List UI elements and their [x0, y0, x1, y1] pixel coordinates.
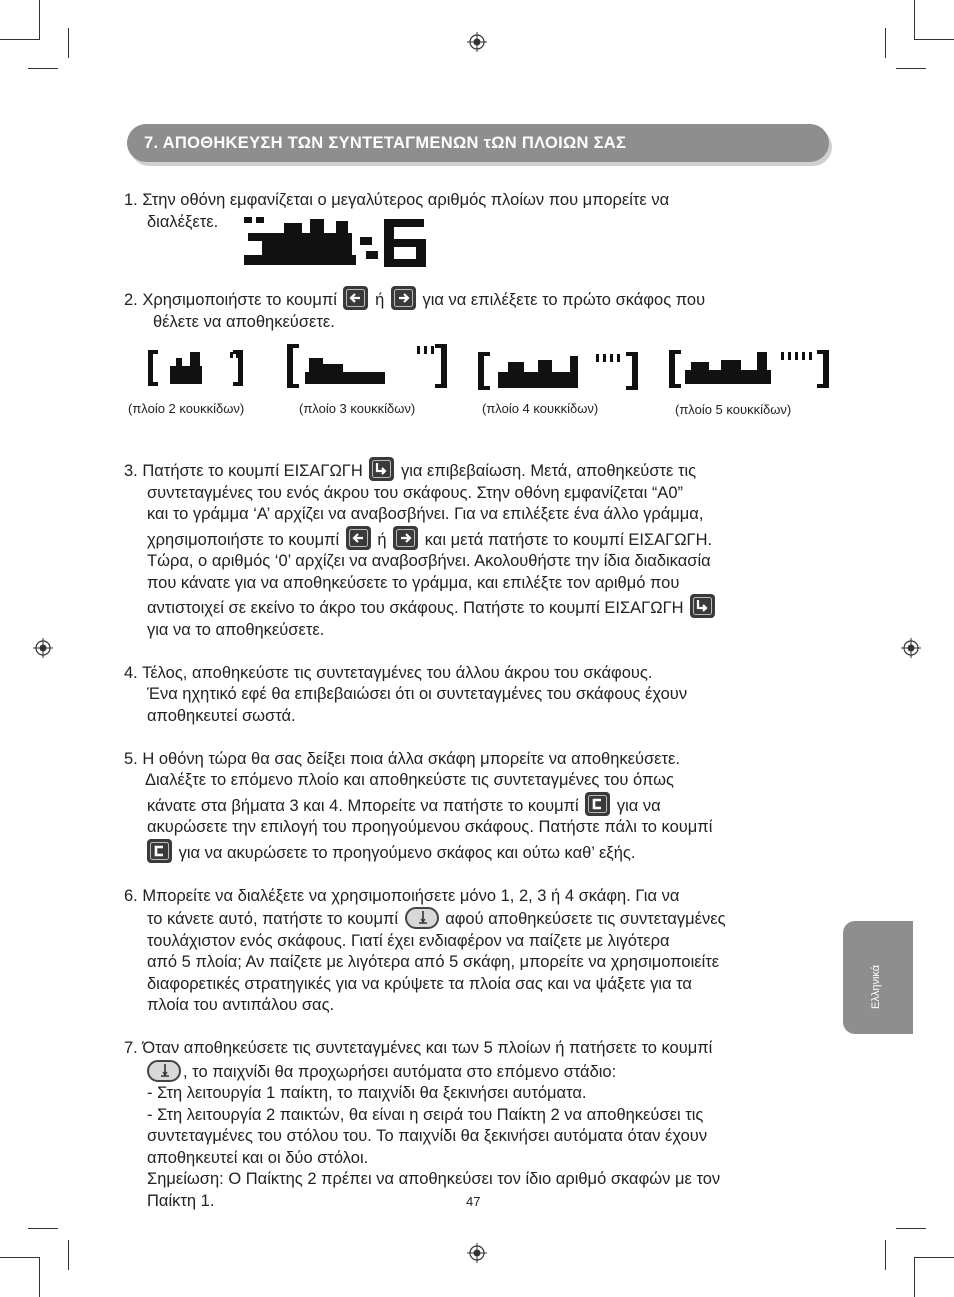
- ship-3-caption: (πλοίο 3 κουκκίδων): [299, 401, 416, 416]
- crop-mark: [914, 1257, 954, 1258]
- crop-mark: [896, 68, 926, 69]
- step-3-text: για επιβεβαίωση. Μετά, αποθηκεύστε τις: [400, 462, 697, 480]
- step-3-line: που κάνατε για να αποθηκεύσετε το γράμμα, και επιλέξτε τον αριθμό που: [147, 573, 680, 592]
- step-1: [124, 190, 834, 233]
- step-3-line: και το γράμμα ‘A’ αρχίζει να αναβοσβήνει. Για να επιλέξετε ένα άλλο γράμμα,: [147, 505, 704, 523]
- step-5-text: για να ακυρώσετε το προηγούμενο σκάφος και ούτω καθ’ εξής.: [178, 843, 636, 862]
- enter-button-icon: [690, 594, 715, 618]
- step-7-text: , το παιχνίδι θα προχωρήσει αυτόματα στο επόμενο στάδιο:: [183, 1062, 617, 1081]
- step-6-line: 6. Μπορείτε να διαλέξετε να χρησιμοποιήσετε μόνο 1, 2, 3 ή 4 σκάφη. Για να: [124, 886, 680, 905]
- crop-mark: [0, 39, 40, 40]
- crop-mark: [914, 1257, 915, 1297]
- step-1-line: 1. Στην οθόνη εμφανίζεται ο μεγαλύτερος αριθμός πλοίων που μπορείτε να: [124, 191, 670, 209]
- step-4-line: αποθηκευτεί σωστά.: [147, 706, 296, 725]
- crop-mark: [68, 1240, 69, 1270]
- step-7-line: συντεταγμένες του στόλου του. Το παιχνίδι θα ξεκινήσει αυτόματα όταν έχουν: [147, 1127, 708, 1145]
- ship-5-caption: (πλοίο 5 κουκκίδων): [675, 402, 792, 417]
- step-4-line: Ένα ηχητικό εφέ θα επιβεβαιώσει ότι οι συντεταγμένες του σκάφους έχουν: [147, 685, 688, 703]
- step-6-line: από 5 πλοία; Αν παίζετε με λιγότερα από 5 σκάφη, μπορείτε να χρησιμοποιείτε: [147, 953, 720, 971]
- right-arrow-button-icon: [393, 526, 418, 550]
- step-4: [124, 663, 834, 728]
- crop-mark: [914, 39, 954, 40]
- fire-button-icon: [147, 1060, 181, 1082]
- step-3-text: χρησιμοποιήστε το κουμπί: [147, 530, 340, 549]
- step-5-line: 5. Η οθόνη τώρα θα σας δείξει ποια άλλα σκάφη μπορείτε να αποθηκεύσετε.: [124, 749, 680, 768]
- instructions: [124, 190, 834, 1212]
- registration-mark-icon: [901, 638, 921, 658]
- cancel-button-icon: [147, 839, 172, 863]
- fire-button-icon: [405, 907, 439, 929]
- step-3: [124, 457, 834, 641]
- step-4-line: 4. Τέλος, αποθηκεύστε τις συντεταγμένες του άλλου άκρου του σκάφους.: [124, 663, 653, 682]
- crop-mark: [39, 1257, 40, 1297]
- registration-mark-icon: [467, 1243, 487, 1263]
- language-label: Ελληνικά: [870, 964, 882, 1009]
- ship-2-caption: (πλοίο 2 κουκκίδων): [128, 401, 245, 416]
- step-7-line: Παίκτη 1.: [147, 1191, 215, 1210]
- step-1-line: διαλέξετε.: [147, 212, 219, 231]
- right-arrow-button-icon: [391, 286, 416, 310]
- crop-mark: [896, 1228, 926, 1229]
- registration-mark-icon: [33, 638, 53, 658]
- step-3-text: αντιστοιχεί σε εκείνο το άκρο του σκάφους. Πατήστε το κουμπί ΕΙΣΑΓΩΓΗ: [147, 599, 684, 617]
- crop-mark: [885, 28, 886, 58]
- crop-mark: [885, 1240, 886, 1270]
- step-3-text: 3. Πατήστε το κουμπί ΕΙΣΑΓΩΓΗ: [124, 462, 363, 480]
- step-7-line: - Στη λειτουργία 1 παίκτη, το παιχνίδι θα ξεκινήσει αυτόματα.: [147, 1084, 587, 1102]
- step-5-text: κάνατε στα βήματα 3 και 4. Μπορείτε να πατήστε το κουμπί: [147, 796, 579, 815]
- step-7-line: Σημείωση: Ο Παίκτης 2 πρέπει να αποθηκεύσει τον ίδιο αριθμό σκαφών με τον: [147, 1170, 721, 1188]
- step-3-text: και μετά πατήστε το κουμπί ΕΙΣΑΓΩΓΗ.: [424, 530, 713, 549]
- step-7: [124, 1038, 834, 1212]
- step-2-text: 2. Χρησιμοποιήστε το κουμπί: [124, 291, 337, 309]
- step-2-text: ή: [375, 291, 385, 309]
- step-2-text: για να επιλέξετε το πρώτο σκάφος που: [422, 291, 706, 309]
- crop-mark: [39, 0, 40, 40]
- enter-button-icon: [369, 457, 394, 481]
- step-5-line: Διαλέξτε το επόμενο πλοίο και αποθηκεύστε τις συντεταγμένες του όπως: [145, 771, 674, 789]
- crop-mark: [28, 68, 58, 69]
- step-6-line: διαφορετικές στρατηγικές για να κρύψετε τα πλοία σας και να ψάξετε για τα: [147, 974, 692, 993]
- section-title: 7. ΑΠΟΘΗΚΕΥΣΗ ΤΩΝ ΣΥΝΤΕΤΑΓΜΕΝΩΝ τΩΝ ΠΛΟΙΩΝ ΣΑΣ: [144, 134, 627, 152]
- step-7-line: 7. Όταν αποθηκεύσετε τις συντεταγμένες και των 5 πλοίων ή πατήσετε το κουμπί: [124, 1039, 713, 1057]
- step-7-line: - Στη λειτουργία 2 παικτών, θα είναι η σειρά του Παίκτη 2 να αποθηκεύσει τις: [147, 1105, 704, 1124]
- step-2-line: θέλετε να αποθηκεύσετε.: [153, 312, 335, 331]
- cancel-button-icon: [585, 792, 610, 816]
- step-6-line: τουλάχιστον ενός σκάφους. Γιατί έχει ενδιαφέρον να παίζετε με λιγότερα: [147, 931, 670, 950]
- left-arrow-button-icon: [343, 286, 368, 310]
- crop-mark: [914, 0, 915, 40]
- left-arrow-button-icon: [346, 526, 371, 550]
- step-2: [124, 286, 834, 333]
- step-6-line: πλοία του αντιπάλου σας.: [147, 996, 335, 1014]
- step-3-line: Τώρα, ο αριθμός ‘0’ αρχίζει να αναβοσβήνει. Ακολουθήστε την ίδια διαδικασία: [147, 552, 711, 570]
- section-banner: [127, 124, 829, 162]
- crop-mark: [68, 28, 69, 58]
- step-6: [124, 886, 834, 1017]
- step-5: [124, 749, 834, 865]
- page-number: 47: [466, 1194, 481, 1209]
- crop-mark: [28, 1228, 58, 1229]
- step-7-line: αποθηκευτεί και οι δύο στόλοι.: [147, 1148, 369, 1167]
- crop-mark: [0, 1257, 40, 1258]
- step-6-text: το κάνετε αυτό, πατήστε το κουμπί: [147, 910, 398, 928]
- step-3-line: συντεταγμένες του ενός άκρου του σκάφους. Στην οθόνη εμφανίζεται “A0”: [147, 483, 683, 502]
- step-3-text: ή: [377, 530, 387, 549]
- step-5-text: για να: [616, 796, 661, 815]
- step-3-line: για να το αποθηκεύσετε.: [147, 620, 325, 639]
- step-6-text: αφού αποθηκεύσετε τις συντεταγμένες: [445, 910, 726, 928]
- step-5-line: ακυρώσετε την επιλογή του προηγούμενου σκάφους. Πατήστε πάλι το κουμπί: [147, 818, 713, 836]
- ship-4-caption: (πλοίο 4 κουκκίδων): [482, 401, 599, 416]
- language-side-tab: [843, 921, 913, 1034]
- registration-mark-icon: [467, 32, 487, 52]
